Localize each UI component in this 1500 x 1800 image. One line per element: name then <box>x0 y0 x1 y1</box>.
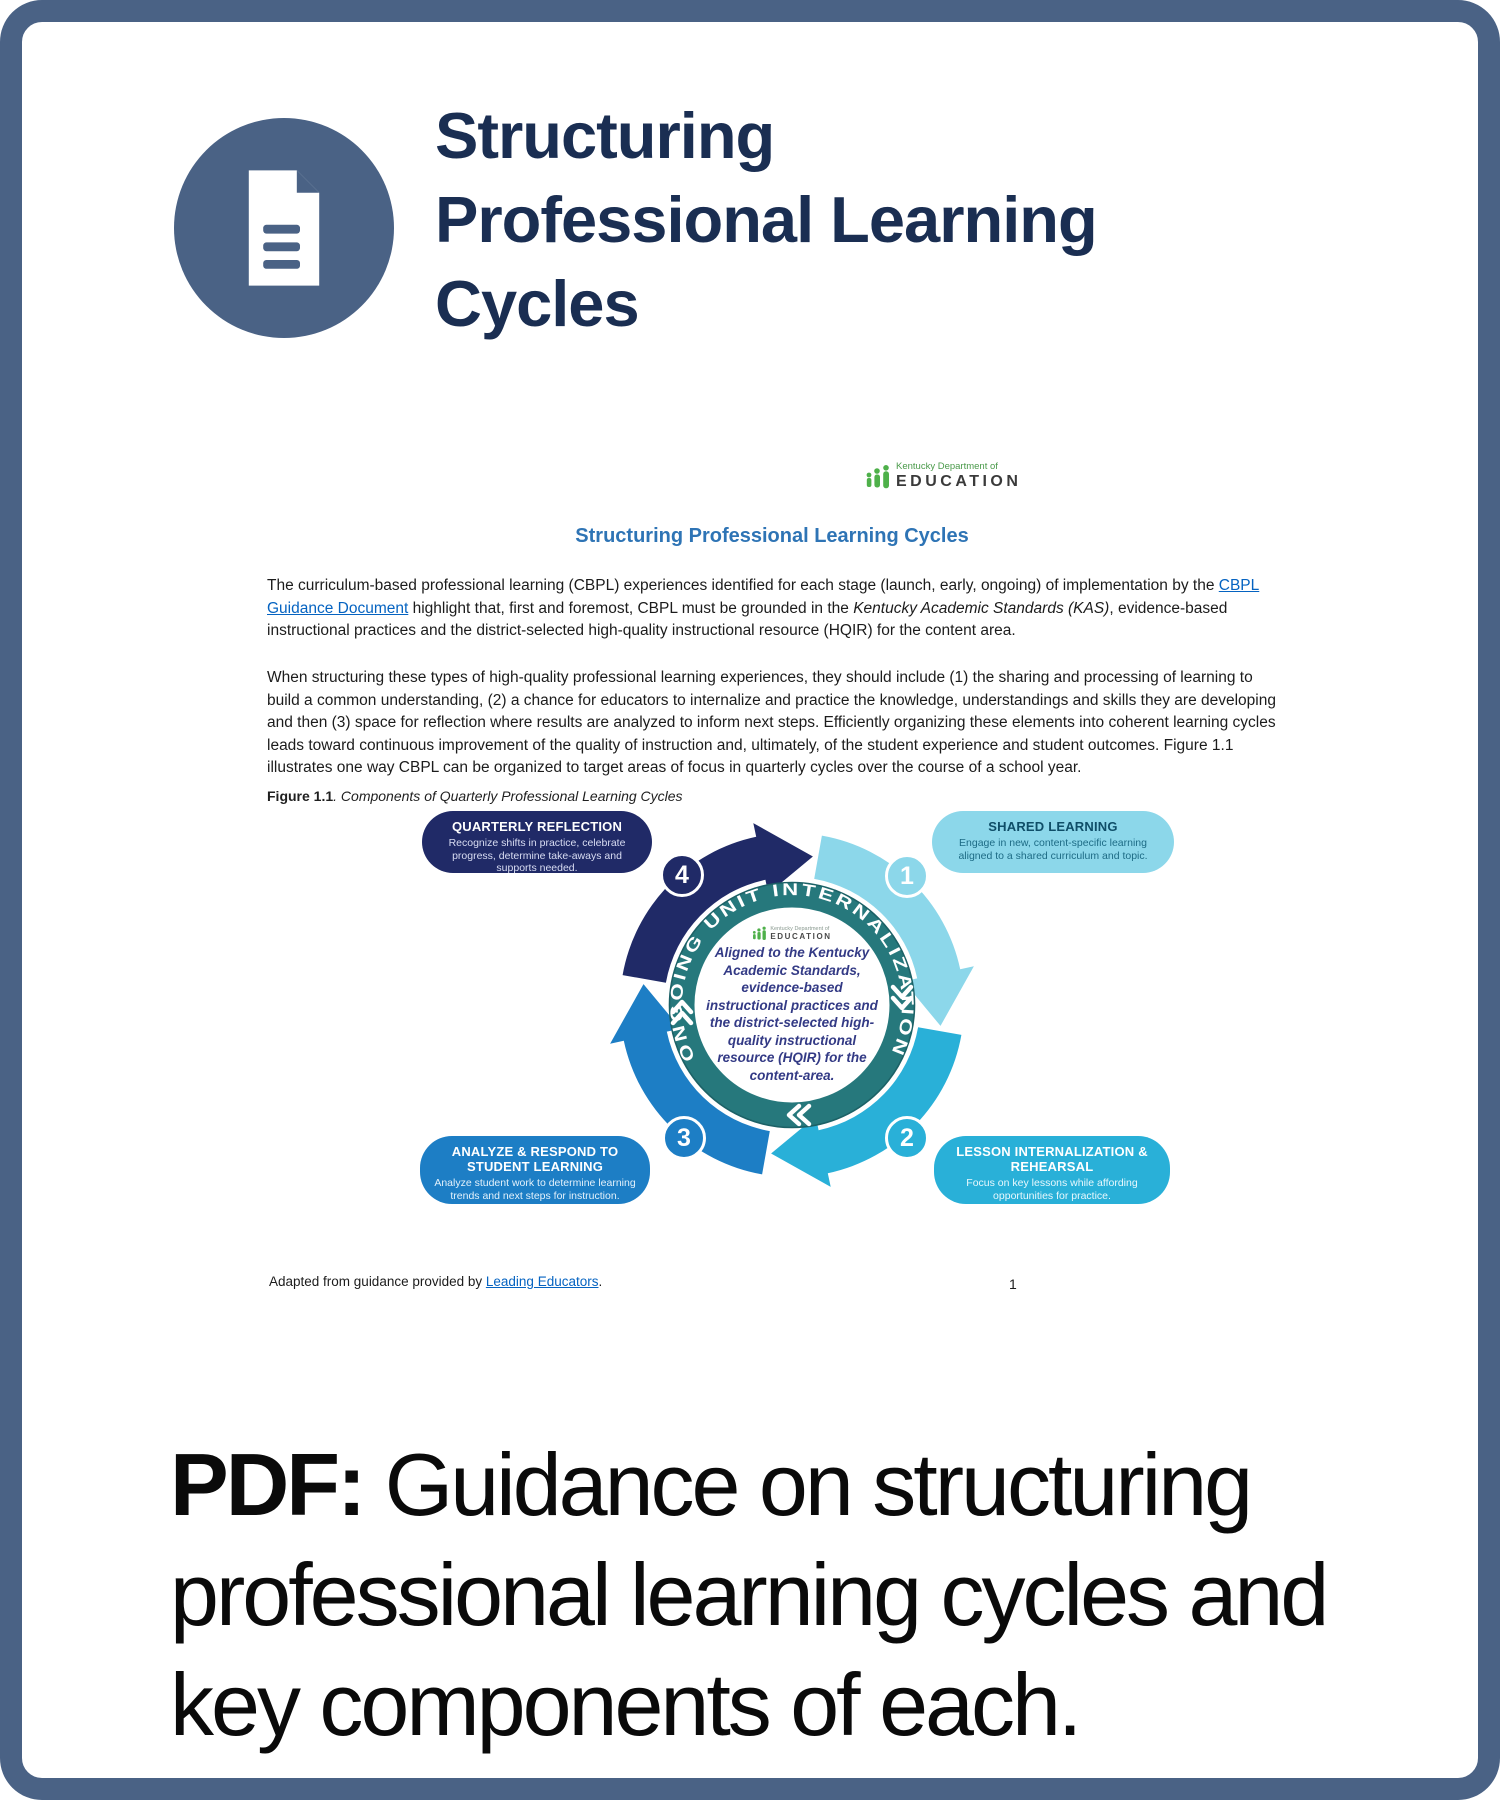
card-title <box>435 94 1255 346</box>
callout-title: ANALYZE & RESPOND TO STUDENT LEARNING <box>451 1144 619 1174</box>
cbpl-guidance-link[interactable]: CBPL Guidance Document <box>267 577 1260 617</box>
step-badge-2: 2 <box>885 1116 929 1160</box>
callout-title: LESSON INTERNALIZATION & REHEARSAL <box>956 1144 1148 1174</box>
callout-body: Recognize shifts in practice, celebrate progress, determine take-aways and supports needed. <box>448 837 626 874</box>
cycle-hub <box>699 917 885 1093</box>
paragraph-2: When structuring these types of high-quality professional learning experiences, they should include (1) the sharing and processing of learning to build a common understanding, (2) a chance for educators to internalize and practice the knowledge, understandings and skills they are developing and then (3) space for reflection where results are analyzed to inform next steps. Efficiently organizing these elements into coherent learning cycles leads toward continuous improvement of the quality of instruction and, ultimately, of the student experience and student outcomes. Figure 1.1 illustrates one way CBPL can be organized to target areas of focus in quarterly cycles over the course of a school year. <box>267 669 1276 777</box>
learning-cycle-diagram <box>417 805 1177 1250</box>
kde-figures-icon <box>865 464 891 490</box>
callout-lesson-internalization <box>934 1136 1170 1204</box>
pdf-page-preview[interactable] <box>197 397 1347 1312</box>
footer-text: Adapted from guidance provided by <box>269 1274 486 1289</box>
footer-text: . <box>598 1274 603 1289</box>
kas-italic-text: Kentucky Academic Standards (KAS) <box>853 599 1110 617</box>
callout-body: Analyze student work to determine learning trends and next steps for instruction. <box>434 1177 636 1202</box>
figure-label: Figure 1.1 <box>267 788 334 804</box>
document-glyph-icon <box>232 164 336 292</box>
kde-logo-large-text: EDUCATION <box>896 472 1022 490</box>
card-title-line: Structuring <box>435 99 775 172</box>
callout-shared-learning <box>932 811 1174 873</box>
caption-prefix: PDF: <box>170 1435 364 1534</box>
figure-caption <box>267 788 683 804</box>
kde-logo <box>865 462 1021 490</box>
leading-educators-link[interactable]: Leading Educators <box>485 1274 599 1289</box>
kde-figures-icon <box>752 926 767 941</box>
page-number: 1 <box>1009 1276 1017 1292</box>
paragraph-1-text: highlight that, first and foremost, CBPL must be grounded in the <box>408 599 854 617</box>
ring-label: ONGOING UNIT INTERNALIZATION <box>666 880 918 1065</box>
callout-quarterly-reflection <box>422 811 652 873</box>
document-icon <box>174 118 394 338</box>
card-title-line: Cycles <box>435 267 639 340</box>
document-heading: Structuring Professional Learning Cycles <box>575 525 969 547</box>
callout-body: Engage in new, content-specific learning aligned to a shared curriculum and topic. <box>958 837 1148 862</box>
paragraph-1-text: The curriculum-based professional learning (CBPL) experiences identified for each stage (launch, early, ongoing) of implementation by the <box>267 577 1219 594</box>
step-badge-4: 4 <box>660 853 704 897</box>
kde-logo-small-text: Kentucky Department of <box>770 925 830 932</box>
callout-title: QUARTERLY REFLECTION <box>451 819 623 834</box>
card-title-line: Professional Learning <box>435 183 1097 256</box>
step-badge-1: 1 <box>885 854 929 898</box>
figure-title: . Components of Quarterly Professional Learning Cycles <box>333 788 683 804</box>
card-caption <box>170 1430 1465 1760</box>
caption-text: Guidance on structuring professional learning cycles and key components of each. <box>170 1435 1327 1754</box>
kde-logo-large-text: EDUCATION <box>770 932 832 941</box>
kde-logo-small-text: Kentucky Department of <box>896 461 998 472</box>
document-footer <box>269 1274 602 1289</box>
cycle-center-text: Aligned to the Kentucky Academic Standards, evidence-based instructional practices and the district-selected high-quality instructional resource (HQIR) for the content-area. <box>706 945 878 1083</box>
callout-analyze-respond <box>420 1136 650 1204</box>
paragraph-1 <box>267 575 1279 643</box>
callout-title: SHARED LEARNING <box>988 819 1118 834</box>
step-badge-3: 3 <box>662 1116 706 1160</box>
paragraph-1-text: , evidence-based instructional practices and the district-selected high-quality instructional resource (HQIR) for the content area. <box>267 599 1228 640</box>
callout-body: Focus on key lessons while affording opportunities for practice. <box>966 1177 1138 1202</box>
kde-logo-small <box>752 926 831 941</box>
